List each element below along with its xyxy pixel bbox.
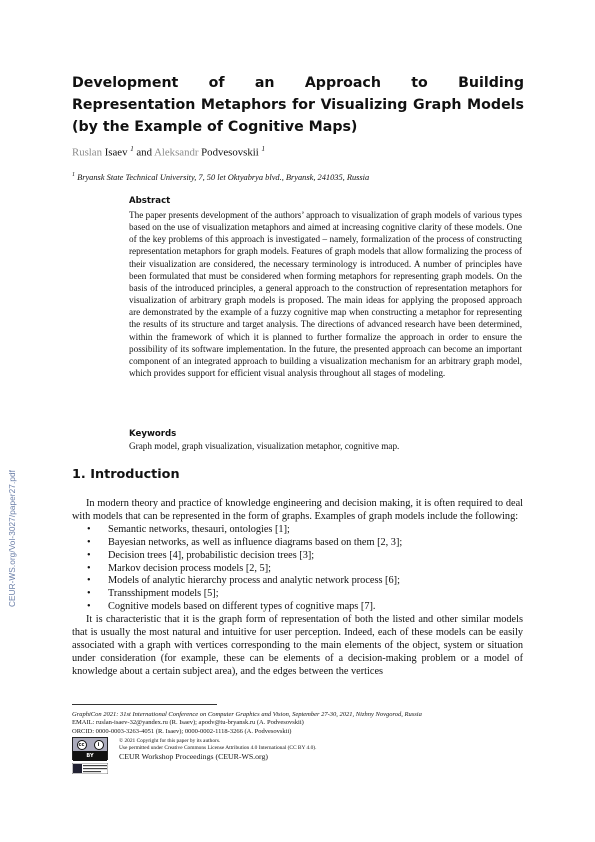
attribution-icon: i (94, 740, 104, 750)
author-list (72, 145, 265, 159)
footnote (72, 711, 524, 736)
footnote-divider (72, 704, 217, 705)
ceur-logo-icon (72, 761, 108, 772)
copyright-line: © 2021 Copyright for this paper by its authors. (119, 738, 221, 744)
paper-title: Development of an Approach to Building Representation Metaphors for Visualizing Graph Models (by the Example of Cognitive Maps) (72, 75, 524, 135)
list-item: • Transshipment models [5]; (72, 588, 523, 601)
affiliation-mark: 1 (72, 172, 75, 178)
license-line: Use permitted under Creative Commons License Attribution 4.0 International (CC BY 4.0). (119, 745, 317, 752)
list-item: • Bayesian networks, as well as influence diagrams based on them [2, 3]; (72, 537, 523, 550)
author-family-name: Isaev (104, 146, 128, 159)
affiliation (72, 172, 369, 182)
cc-by-label: BY (73, 751, 107, 761)
author-affiliation-mark: 1 (261, 145, 265, 153)
affiliation-text: Bryansk State Technical University, 7, 50 let Oktyabrya blvd., Bryansk, 241035, Russia (77, 172, 370, 182)
continuation-paragraph: It is characteristic that it is the graph form of representation of both the listed and other similar models that is usually the most natural and intuitive for user perception. Indeed, each of these models can be easily associated with a graph with vertices corresponding to the main elements of the object, system or situation under consideration (for example, these can be elements of a decision-making problem or a model of knowledge about a certain subject area), and the edges between the vertices (72, 614, 523, 677)
author-family-name: Podvesovskii (201, 146, 259, 159)
orcid-line: ORCID: 0000-0003-3263-4051 (R. Isaev); 0000-0002-1118-3266 (A. Podvesovskii) (72, 727, 292, 735)
author-affiliation-mark: 1 (130, 145, 134, 153)
side-identifier-text: CEUR-WS.org/Vol-3027/paper27.pdf (8, 470, 17, 607)
abstract-heading: Abstract (129, 196, 171, 206)
ceur-proceedings: CEUR Workshop Proceedings (CEUR-WS.org) (119, 752, 268, 761)
copyright-notice (119, 738, 316, 752)
list-item: • Models of analytic hierarchy process and analytic network process [6]; (72, 575, 523, 588)
author-given-name: Ruslan (72, 146, 102, 159)
intro-paragraph: In modern theory and practice of knowledge engineering and decision making, it is often required to deal with models that can be represented in the form of graphs. Examples of graph models include the following: (72, 498, 523, 522)
conference-line: GraphiCon 2021: 31st International Conference on Computer Graphics and Vision, September 27-30, 2021, Nizhny Novgorod, Russia (72, 711, 422, 718)
author-given-name: Aleksandr (154, 146, 199, 159)
keywords-heading: Keywords (129, 429, 177, 439)
author-joiner: and (136, 146, 152, 159)
abstract-text: The paper presents development of the authors’ approach to visualization of graph models of various types based on the use of visualization metaphors and aimed at increasing cognitive clarity of these models. One of the key problems of this approach is investigated – namely, formalization of the process of constructing representation metaphors for graph models. Features of graph models that allow formalizing the process of their visualization are considered, the necessary terminology is introduced. A number of principles have been formulated that must be considered when forming metaphors for representing graph models. On the basis of the introduced principles, a general approach to the construction of representation metaphors for visualization of arbitrary graph models is proposed. The main ideas for applying the proposed approach are demonstrated by the example of a fuzzy cognitive map when constructing a metaphor for representing the results of its structure and target analysis. The directions of advanced research have been determined, within the framework of which it is planned to further formalize the approach in order to ensure the possibility of its software implementation. In the future, the presented approach can become an important component of an integrated approach to building a visualization mechanism for an arbitrary graph model, which provides support for efficient visual analysis throughout all stages of modeling. (129, 210, 522, 379)
list-item: • Decision trees [4], probabilistic decision trees [3]; (72, 550, 523, 563)
keywords-text: Graph model, graph visualization, visualization metaphor, cognitive map. (129, 441, 400, 451)
side-identifier (6, 437, 22, 607)
email-line: EMAIL: ruslan-isaev-32@yandex.ru (R. Isaev); apodv@tu-bryansk.ru (A. Podvesovskii) (72, 719, 304, 727)
list-item: • Markov decision process models [2, 5]; (72, 563, 523, 576)
graph-model-list (72, 524, 523, 614)
cc-by-license-icon (72, 737, 108, 760)
list-item: • Semantic networks, thesauri, ontologies [1]; (72, 524, 523, 537)
section-body (72, 498, 523, 679)
list-item: • Cognitive models based on different types of cognitive maps [7]. (72, 601, 523, 614)
section-heading: 1. Introduction (72, 467, 180, 482)
cc-icon: cc (77, 740, 87, 750)
